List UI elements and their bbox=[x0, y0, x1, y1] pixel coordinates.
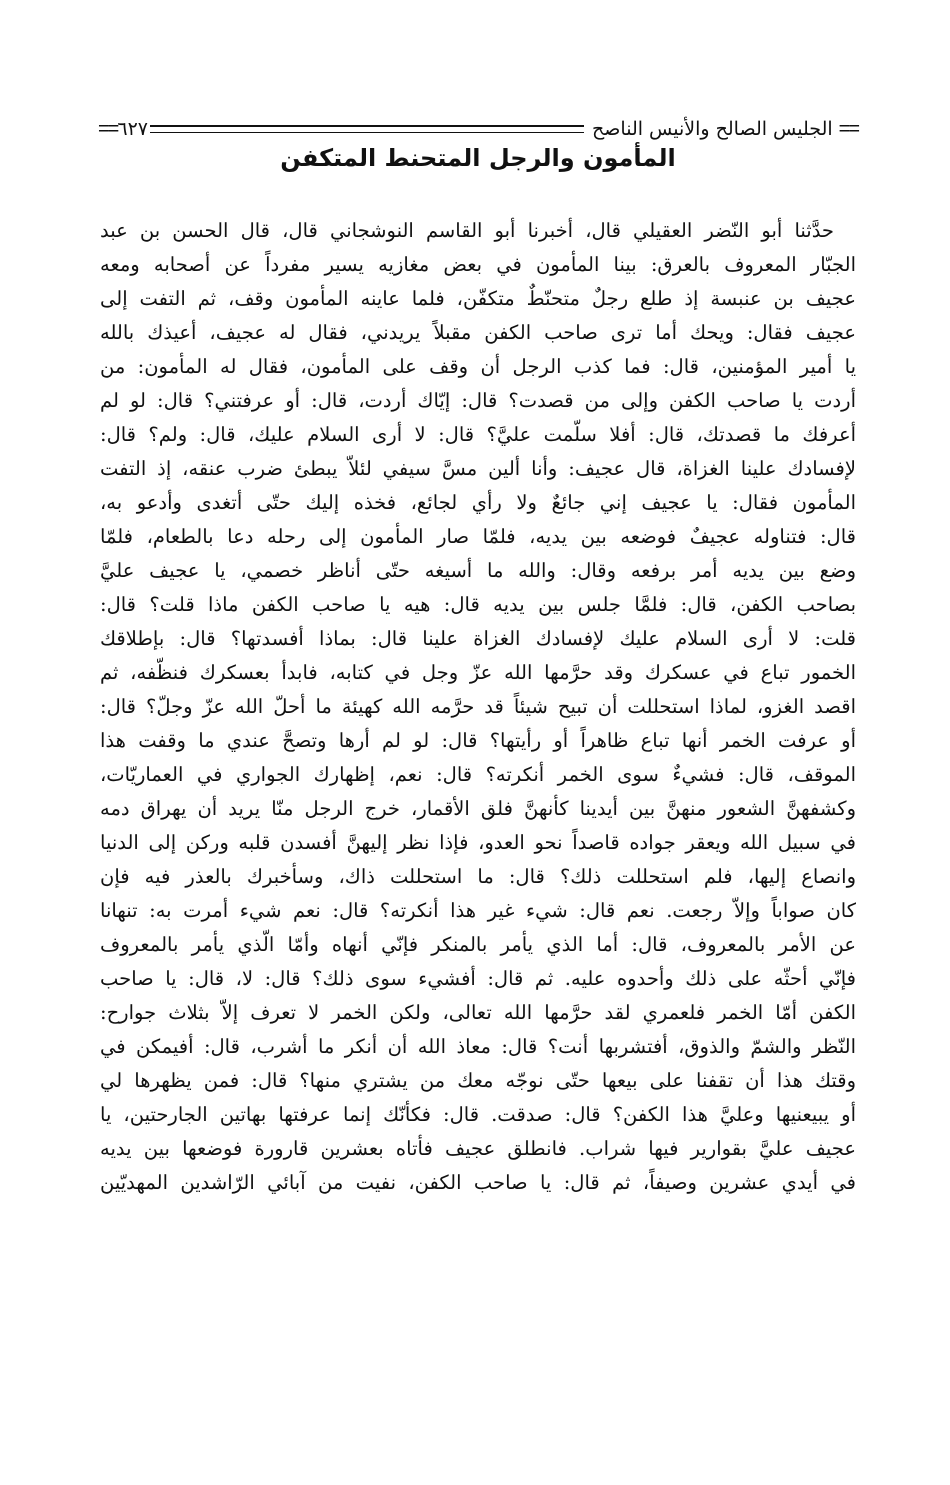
text-line: الكفن أمّا الخمر فلعمري لقد حرَّمها الله تعالى، ولكن الخمر لا تعرف إلاّ بثلاث جوارح: bbox=[100, 1001, 856, 1024]
text-line: الخمور تباع في عسكرك وقد حرَّمها الله عزّ وجل في كتابه، فابدأ بعسكرك فنظّفه، ثم bbox=[100, 661, 856, 684]
text-line: عجيف عليَّ بقوارير فيها شراب. فانطلق عجيف فأتاه بعشرين قارورة فوضعها بين يديه bbox=[100, 1137, 856, 1160]
text-line: حدَّثنا أبو النّضر العقيلي قال، أخبرنا أبو القاسم النوشجاني قال، قال الحسن بن عبد bbox=[100, 219, 834, 242]
text-line: اقصد الغزو، لماذا استحللت أن تبيح شيئاً قد حرَّمه الله كهيئة ما أحلّ الله عزّ وجلّ؟ قال: bbox=[100, 695, 856, 718]
text-line: بصاحب الكفن، قال: فلمَّا جلس بين يديه قال: هيه يا صاحب الكفن ماذا قلت؟ قال: bbox=[100, 593, 856, 616]
text-line: وكشفهنَّ الشعور منهنَّ بين أيدينا كأنهنَّ فلق الأقمار، خرج الرجل منّا يريد أن يهراق دمه bbox=[100, 797, 856, 820]
header-ornament: == bbox=[98, 117, 118, 140]
text-line: عجيف بن عنبسة إذ طلع رجلٌ متحنّطٌ متكفّن، فلما عاينه المأمون وقف، ثم التفت إلى bbox=[100, 287, 856, 310]
text-line: فإنّي أحثّه على ذلك وأحدوه عليه. ثم قال: أفشيء سوى ذلك؟ قال: لا، قال: يا صاحب bbox=[100, 967, 856, 990]
text-line: أعرفك ما قصدتك، قال: أفلا سلّمت عليَّ؟ قال: لا أرى السلام عليك، قال: ولم؟ قال: bbox=[100, 423, 856, 446]
text-line: وانصاع إليها، فلم استحللت ذلك؟ قال: ما استحللت ذاك، وسأخبرك بالعذر فيه فإن bbox=[100, 865, 856, 888]
text-line: عجيف فقال: ويحك أما ترى صاحب الكفن مقبلاً يريدني، فقال له عجيف، أعيذك بالله bbox=[100, 321, 856, 344]
text-line: لإفسادك علينا الغزاة، قال عجيف: وأنا ألين مسَّ سيفي لئلاّ يبطئ ضرب عنقه، إذ التفت bbox=[100, 457, 856, 480]
text-line: وضع بين يديه أمر برفعه وقال: والله ما أسيغه حتّى أناظر خصمي، يا عجيف عليَّ bbox=[100, 559, 856, 582]
running-header bbox=[98, 112, 858, 146]
book-title: الجليس الصالح والأنيس الناصح bbox=[592, 118, 833, 140]
text-line: كان صواباً وإلاّ رجعت. نعم قال: شيء غير هذا أنكرته؟ قال: نعم شيء أمرت به: تنهانا bbox=[100, 899, 856, 922]
header-ornament: == bbox=[838, 117, 858, 140]
header-rule bbox=[150, 125, 584, 133]
chapter-title: المأمون والرجل المتحنط المتكفن bbox=[280, 144, 676, 172]
text-line: النّظر والشمّ والذوق، أفتشربها أنت؟ قال: معاذ الله أن أنكر ما أشرب، قال: أفيمكن في bbox=[100, 1035, 856, 1058]
text-line: عن الأمر بالمعروف، قال: أما الذي يأمر بالمنكر فإنّي أنهاه وأمّا الّذي يأمر بالمعروف bbox=[100, 933, 856, 956]
page-number: ٦٢٧ bbox=[117, 118, 148, 140]
body-text bbox=[100, 214, 856, 1200]
text-line: أو يبيعنيها وعليَّ هذا الكفن؟ قال: صدقت. قال: فكأنّك إنما عرفتها بهاتين الجارحتين، يا bbox=[100, 1103, 856, 1126]
text-line: في سبيل الله ويعقر جواده قاصداً نحو العدو، فإذا نظر إليهنَّ أفسدن قلبه وركن إلى الدنيا bbox=[100, 831, 856, 854]
text-line: المأمون فقال: يا عجيف إني جائعٌ ولا رأي لجائع، فخذه إليك حتّى أتغدى وأدعو به، bbox=[100, 491, 856, 514]
text-line: الموقف، قال: فشيءٌ سوى الخمر أنكرته؟ قال: نعم، إظهارك الجواري في العماريّات، bbox=[100, 763, 856, 786]
text-line: قال: فتناوله عجيفٌ فوضعه بين يديه، فلمّا صار المأمون إلى رحله دعا بالطعام، فلمّا bbox=[100, 525, 856, 548]
text-line: قلت: لا أرى السلام عليك لإفسادك الغزاة علينا قال: بماذا أفسدتها؟ قال: بإطلاقك bbox=[100, 627, 856, 650]
text-line: وقتك هذا أن تقفنا على بيعها حتّى نوجّه معك من يشتري منها؟ قال: فمن يظهرها لي bbox=[100, 1069, 856, 1092]
text-line: أردت يا صاحب الكفن وإلى من قصدت؟ قال: إيّاك أردت، قال: أو عرفتني؟ قال: لو لم bbox=[100, 389, 856, 412]
text-line: الجبّار المعروف بالعرق: بينا المأمون في بعض مغازيه يسير مفرداً عن أصحابه ومعه bbox=[100, 253, 856, 276]
text-line: أو عرفت الخمر أنها تباع ظاهراً أو رأيتها؟ قال: لو لم أرها وتصحَّ عندي ما وقفت هذا bbox=[100, 729, 856, 752]
text-line: في أيدي عشرين وصيفاً، ثم قال: يا صاحب الكفن، نفيت من آبائي الرّاشدين المهديّين bbox=[100, 1171, 856, 1194]
text-line: يا أمير المؤمنين، قال: فما كذب الرجل أن وقف على المأمون، فقال له المأمون: من bbox=[100, 355, 856, 378]
